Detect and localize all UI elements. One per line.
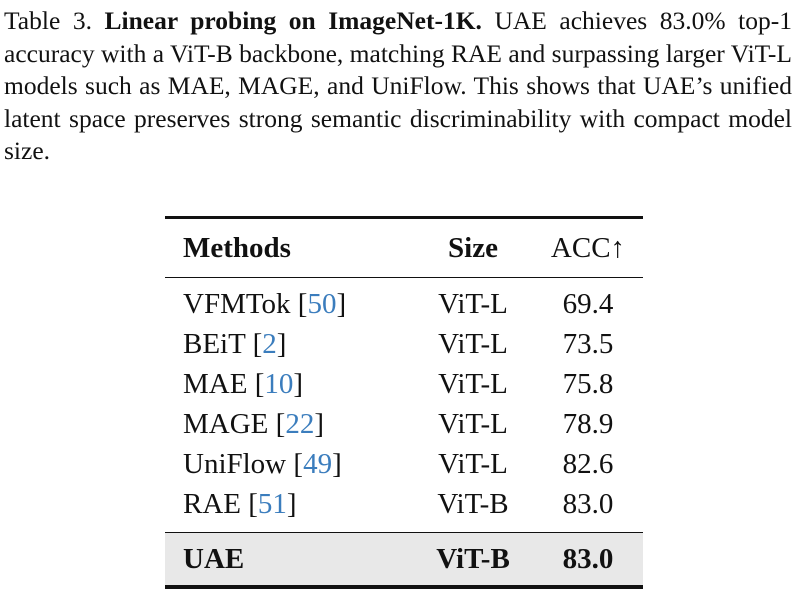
table-row [165,444,643,484]
header-acc: ACC↑ [550,231,626,264]
caption-text: UAE achieves 83.0% top-1 accuracy with a ViT-B backbone, matching RAE and surpassing larger ViT-L models such as MAE, MAGE, and UniFlow. This shows that UAE’s unified latent space preserves strong semantic discriminability with compact model size. [4,6,792,165]
caption-label: Table 3. [4,6,92,35]
table-row [165,404,643,444]
acc-cell: 83.0 [562,487,614,520]
method-cell: MAE [10] [183,367,304,400]
method-cell: UniFlow [49] [183,447,342,480]
size-cell: ViT-L [438,367,508,400]
acc-cell: 75.8 [562,367,614,400]
size-cell: ViT-B [437,487,509,520]
size-cell: ViT-L [438,407,508,440]
acc-cell: 83.0 [533,533,643,586]
method-cell: RAE [51] [183,487,297,520]
citation-link[interactable]: 50 [307,287,337,320]
acc-cell: 82.6 [562,447,614,480]
citation-link[interactable]: 10 [264,367,294,400]
size-cell: ViT-B [413,533,533,586]
method-name: UniFlow [183,447,287,480]
bottom-rule [165,586,643,588]
highlighted-row-ours [165,533,643,586]
method-cell: MAGE [22] [183,407,324,440]
table-row [165,324,643,364]
acc-cell: 78.9 [562,407,614,440]
citation-link[interactable]: 51 [257,487,287,520]
header-size: Size [448,231,498,264]
caption-title: Linear probing on ImageNet-1K. [104,6,482,35]
size-cell: ViT-L [438,287,508,320]
acc-cell: 69.4 [562,287,614,320]
table-row [165,364,643,404]
header-methods: Methods [183,231,291,264]
acc-cell: 73.5 [562,327,614,360]
citation-link[interactable]: 49 [303,447,333,480]
method-name: VFMTok [183,287,291,320]
method-cell: VFMTok [50] [183,287,347,320]
method-name: MAE [183,367,248,400]
size-cell: ViT-L [438,327,508,360]
results-table [165,216,643,589]
table-row [165,484,643,533]
table-row [165,278,643,325]
method-name: BEiT [183,327,246,360]
table-caption [4,5,792,168]
method-name: MAGE [183,407,269,440]
method-cell: UAE [165,533,413,586]
citation-link[interactable]: 22 [285,407,315,440]
size-cell: ViT-L [438,447,508,480]
method-cell: BEiT [2] [183,327,287,360]
method-name: RAE [183,487,241,520]
citation-link[interactable]: 2 [262,327,277,360]
